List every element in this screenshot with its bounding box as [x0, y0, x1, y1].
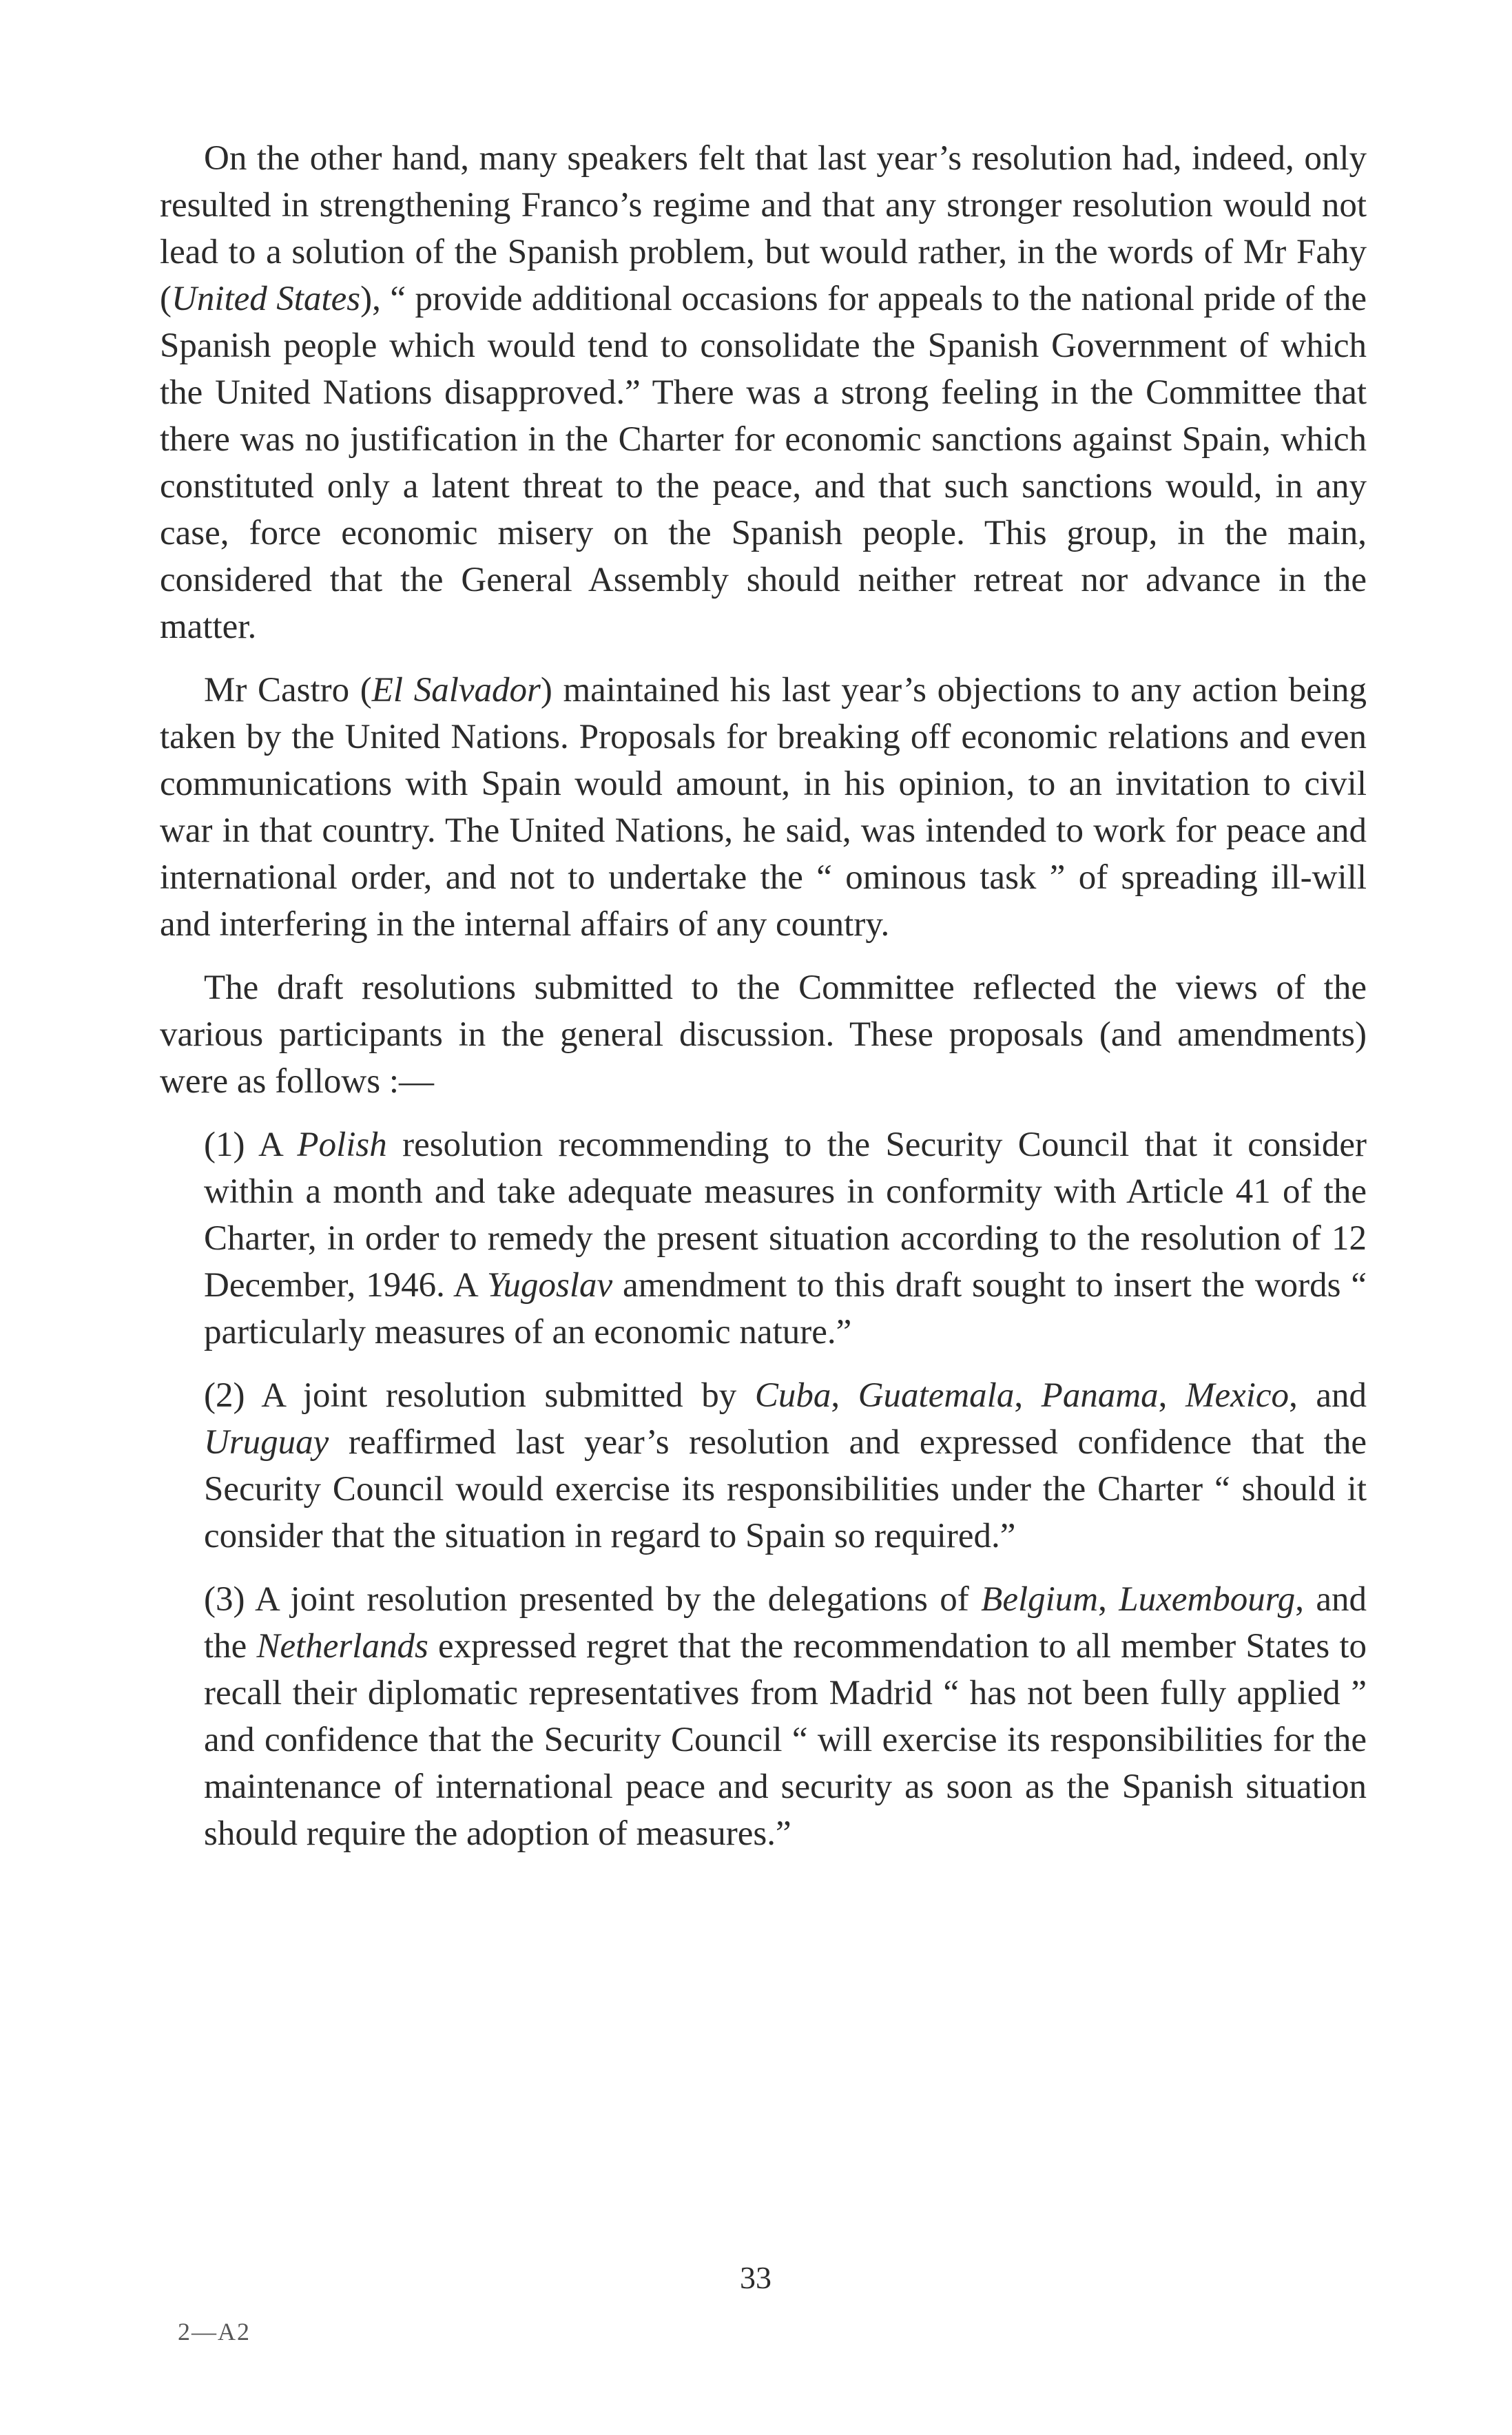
text-span: , and: [1289, 1376, 1367, 1415]
text-span: resolution recommending to the Security Council that it consider within a month and take adequate measures in conformity with Article 41 of the Charter, in order to remedy the present situation according to the resolution of 12 December, 1946. A: [204, 1126, 1367, 1305]
text-span: ), “ provide additional occasions for appeals to the national pride of the Spanish people which would tend to consolidate the Spanish Government of which the United Nations disapproved.” There was a strong feeling in the Committee that there was no justification in the Charter for economic sanctions against Spain, which constituted only a latent threat to the peace, and that such sanctions would, in any case, force economic misery on the Spanish people. This group, in the main, considered that the General Assembly should neither retreat nor advance in the matter.: [160, 280, 1367, 646]
text-span: ,: [831, 1376, 858, 1415]
page-number: 33: [740, 2260, 771, 2295]
country-name: Panama: [1041, 1376, 1159, 1415]
paragraph-castro: [160, 667, 1367, 948]
country-name: Mexico: [1185, 1376, 1290, 1415]
country-name: Guatemala: [858, 1376, 1015, 1415]
country-name: Luxembourg: [1119, 1580, 1296, 1619]
text-span: (1) A: [204, 1126, 298, 1164]
country-name: El Salvador: [371, 671, 541, 709]
paragraph-fahy: [160, 135, 1367, 650]
body-text: [160, 135, 1367, 1874]
text-span: ,: [1014, 1376, 1042, 1415]
country-name: Polish: [297, 1126, 387, 1164]
list-item-polish-resolution: [204, 1121, 1367, 1356]
text-span: (3) A joint resolution presented by the delegations of: [204, 1580, 982, 1619]
country-name: Uruguay: [204, 1423, 329, 1462]
list-item-joint-resolution-latin-america: [204, 1372, 1367, 1560]
text-span: reaffirmed last year’s resolution and expressed confidence that the Security Council would exercise its responsibilities under the Charter “ should it consider that the situation in regard to Spain so required.”: [204, 1423, 1367, 1555]
country-name: United States: [171, 280, 361, 318]
text-span: , and the: [204, 1580, 1367, 1666]
text-span: (2) A joint resolution submitted by: [204, 1376, 755, 1415]
country-name: Netherlands: [256, 1627, 428, 1666]
paragraph-draft-resolutions: The draft resolutions submitted to the Committee reflected the views of the various participants in the general discussion. These proposals (and amendments) were as follows :—: [160, 968, 1367, 1101]
list-item-joint-resolution-benelux: [204, 1576, 1367, 1857]
text-span: Mr Castro (: [204, 671, 372, 709]
text-span: ,: [1158, 1376, 1185, 1415]
text-span: ) maintained his last year’s objections to any action being taken by the United Nations. Proposals for breaking off economic relations and even communications with Spain would amount, in his opinion, to an invitation to civil war in that country. The United Nations, he said, was intended to work for peace and international order, and not to undertake the “ ominous task ” of spreading ill-will and interfering in the internal affairs of any country.: [160, 671, 1367, 944]
text-span: ,: [1098, 1580, 1119, 1619]
printer-signature-mark: 2—A2: [178, 2318, 251, 2345]
country-name: Belgium: [981, 1580, 1099, 1619]
text-span: amendment to this draft sought to insert the words “ particularly measures of an economic nature.”: [204, 1266, 1367, 1351]
text-span: On the other hand, many speakers felt that last year’s resolution had, indeed, only resulted in strengthening Franco’s regime and that any stronger resolution would not lead to a solution of the Spanish problem, but would rather, in the words of Mr Fahy (: [160, 139, 1367, 318]
text-span: expressed regret that the recommendation to all member States to recall their diplomatic representatives from Madrid “ has not been fully applied ” and confidence that the Security Council “ will exercise its responsibilities for the maintenance of international peace and security as soon as the Spanish situation should require the adoption of measures.”: [204, 1627, 1367, 1853]
country-name: Yugoslav: [486, 1266, 613, 1305]
country-name: Cuba: [754, 1376, 831, 1415]
